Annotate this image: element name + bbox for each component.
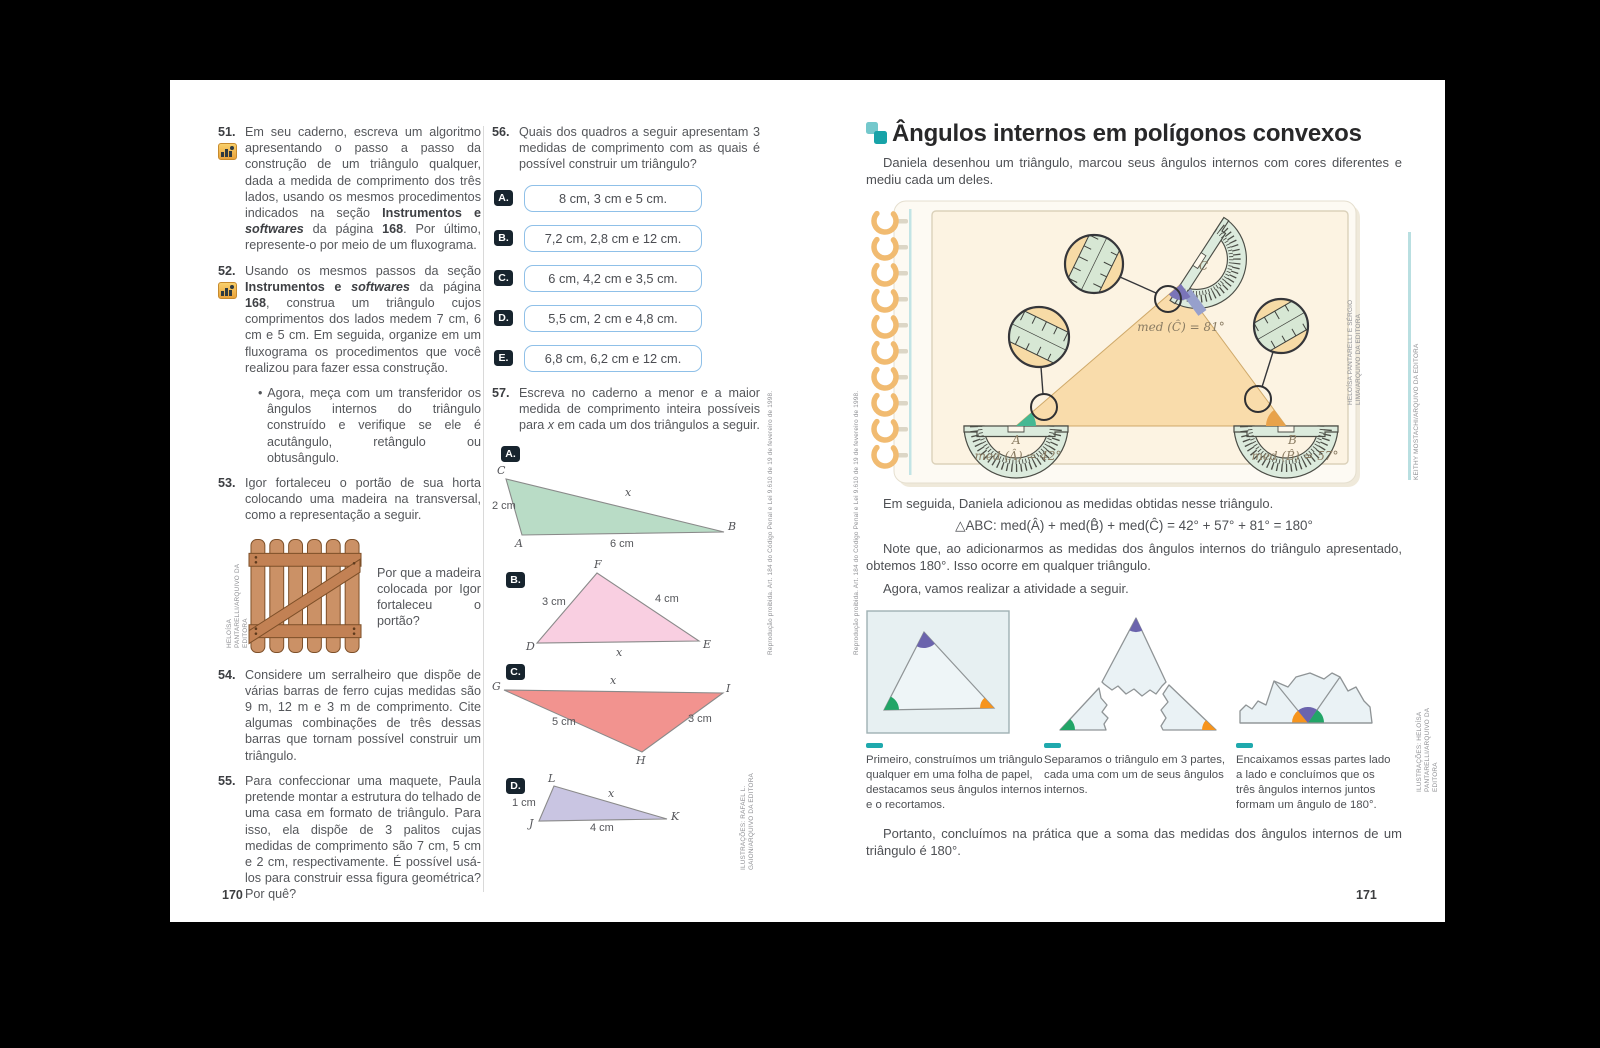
side-label: 4 cm [590,822,614,835]
exercise-54-text: Considere um serralheiro que dispõe de várias barras de ferro cujas medidas são 9 m, 12 m e 3 m de comprimento. Cite algumas combinações de três dessas barras que tornam possível construir um triângulo. [245,667,481,763]
option-row [494,305,760,332]
exercise-51-number: 51. [218,125,236,139]
exercise-55-text: Para confeccionar uma maquete, Paula pretende montar a estrutura do telhado de uma casa em formato de triângulo. Para isso, ela dispõe de 3 palitos cujas medidas de comprimento são 7 cm, 5 cm e 2 cm, respectivamente. É possível usá-los para construir essa figura geométrica? Por quê? [245,773,481,902]
vertex-label: F [594,558,602,572]
side-x-label: x [608,787,615,801]
copyright-right: Reprodução proibida. Art. 184 do Código Penal e Lei 9.610 de 19 de fevereiro de 1998. [853,390,860,655]
exercise-51-text: Em seu caderno, escreva um algoritmo apresentando o passo a passo da construção de um triângulo qualquer, dada a medida de comprimento dos três lados, usando os mesmos procedimentos indicados na seção Instrumentos e softwares da página 168. Por último, represente-o por meio de um fluxograma. [245,125,481,253]
paragraph-4: Agora, vamos realizar a atividade a seguir. [883,581,1129,597]
figures-credit: ILUSTRAÇÕES: HELOÍSA PANTARELLI/ARQUIVO DA EDITORA [1416,708,1439,792]
option-letter-badge: A. [494,190,513,206]
option-value-box: 5,5 cm, 2 cm e 4,8 cm. [524,305,702,332]
side-label: 5 cm [552,716,576,729]
vertex-b-label: B [1288,433,1297,448]
exercise-53-number: 53. [218,476,236,491]
book-spread [170,80,1445,922]
left-column [218,124,481,912]
caption-1: Primeiro, construímos um triângulo qualquer em uma folha de papel, destacamos seus ângulos internos e o recortamos. [866,754,1043,811]
wooden-gate-illustration [248,533,363,657]
intro-paragraph: Daniela desenhou um triângulo, marcou seus ângulos internos com cores diferentes e mediu cada um deles. [866,155,1402,188]
activity-step-2 [1044,607,1236,813]
option-letter-badge: E. [494,350,513,366]
page-number-left: 170 [222,888,243,902]
exercise-56-number: 56. [492,125,510,139]
algorithm-icon [218,143,237,160]
exercise-53-question: Por que a madeira colocada por Igor fortaleceu o portão? [377,565,481,629]
angle-a-measure: med (Â) = 42° [974,449,1062,464]
caption-dash [866,743,883,748]
exercise-53-text: Igor fortaleceu o portão de sua horta colocando uma madeira na transversal, como a representação a seguir. [245,476,481,523]
option-row [494,345,760,372]
column-divider [483,126,484,892]
torn-triangle-figure [1044,610,1229,735]
vertex-c-label: C [1199,259,1209,274]
notebook-credit-a: HELOÍSA PANTARELLI E SÉRGIO LIMA/ARQUIVO DA EDITORA [1347,299,1362,405]
notebook-svg [868,197,1373,489]
right-page [866,120,1402,859]
middle-column [492,124,760,844]
exercise-57 [492,385,760,434]
vertex-label: H [636,754,646,768]
notebook-credit-b: KEITHY MOSTACHI/ARQUIVO DA EDITORA [1413,343,1420,480]
side-x-label: x [610,674,617,688]
side-label: 6 cm [610,538,634,551]
vertex-label: A [515,537,523,551]
option-value-box: 8 cm, 3 cm e 5 cm. [524,185,702,212]
whole-triangle-figure [866,610,1011,735]
side-label: 3 cm [542,596,566,609]
caption-2: Separamos o triângulo em 3 partes, cada uma com um de seus ângulos internos. [1044,754,1226,797]
vertex-label: G [492,680,501,694]
side-label: 2 cm [492,500,516,513]
algorithm-icon [218,282,237,299]
option-row [494,225,760,252]
activity-step-3 [1236,607,1396,813]
exercise-52-bullet: • Agora, meça com um transferidor os ângulos internos do triângulo construído e verifique se ele é acutângulo, retângulo ou obtusângulo. [258,386,481,465]
triangle-figure-d [492,772,747,844]
exercise-54-number: 54. [218,667,236,682]
margin-teal-line [1408,232,1411,480]
option-row [494,265,760,292]
section-title: Ângulos internos em polígonos convexos [892,120,1362,147]
caption-dash [1044,743,1061,748]
triangle-figure-c [492,662,747,772]
side-x-label: x [625,486,632,500]
vertex-label: J [529,817,534,831]
exercise-56-text: Quais dos quadros a seguir apresentam 3 medidas de comprimento com as quais é possível construir um triângulo? [519,125,760,172]
gate-figure-row [248,533,481,657]
option-letter-badge: D. [494,310,513,326]
exercise-51 [218,124,481,254]
side-label: 1 cm [512,797,536,810]
paragraph-2: Em seguida, Daniela adicionou as medidas obtidas nesse triângulo. [883,496,1274,512]
exercise-52-text: Usando os mesmos passos da seção Instrumentos e softwares da página 168, construa um triângulo cujos comprimentos dos lados medem 7 cm, 6 cm e 5 cm. Em seguida, organize em um fluxograma os procedimentos que você realizou para fazer essa construção. [245,263,481,375]
activity-step-1 [866,607,1044,813]
angle-sum-equation: △ABC: med(Â) + med(B̂) + med(Ĉ) = 42° + 57° + 81° = 180° [955,517,1313,533]
caption-dash [1236,743,1253,748]
section-squares-icon [866,122,892,148]
option-letter-badge: B. [494,230,513,246]
activity-figures-row [866,607,1402,813]
notebook-illustration [868,197,1373,489]
angle-b-measure: med (B̂) = 57° [1251,449,1339,464]
vertex-label: I [726,682,731,696]
copyright-left: Reprodução proibida. Art. 184 do Código Penal e Lei 9.610 de 19 de fevereiro de 1998. [767,390,774,655]
vertex-label: C [497,464,506,478]
exercise-57-text: Escreva no caderno a menor e a maior medida de comprimento inteira possíveis para x em cada um dos triângulos a seguir. [519,385,760,433]
vertex-label: B [728,520,737,534]
conclusion-paragraph: Portanto, concluímos na prática que a soma das medidas dos ângulos internos de um triângulo é 180°. [866,825,1402,859]
paragraph-3: Note que, ao adicionarmos as medidas dos ângulos internos do triângulo apresentado, obtemos 180°. Isso ocorre em qualquer triângulo. [866,540,1402,573]
figure-letter-badge: C. [506,664,525,680]
triangle-figure-a [492,442,747,558]
angle-c-measure: med (Ĉ) = 81° [1137,320,1225,335]
section-heading [866,120,1402,148]
vertex-label: L [548,772,556,786]
exercise-55 [218,773,481,903]
exercise-54 [218,667,481,764]
option-value-box: 6 cm, 4,2 cm e 3,5 cm. [524,265,702,292]
option-row [494,185,760,212]
exercise-52-number: 52. [218,263,236,278]
triangle-figure-b [492,558,747,662]
figure-letter-badge: A. [501,446,520,462]
exercise-55-number: 55. [218,773,236,788]
option-value-box: 6,8 cm, 6,2 cm e 12 cm. [524,345,702,372]
exercise-52 [218,263,481,376]
exercise-57-number: 57. [492,385,510,400]
figure-letter-badge: D. [506,778,525,794]
vertex-label: K [671,810,680,824]
exercise-56 [492,124,760,173]
vertex-a-label: A [1012,433,1021,448]
assembled-angles-figure [1236,661,1386,735]
exercise-53 [218,475,481,524]
side-label: 4 cm [655,593,679,606]
page-number-right: 171 [1356,888,1377,902]
side-x-label: x [616,646,623,660]
caption-3: Encaixamos essas partes lado a lado e concluímos que os três ângulos internos juntos formam um ângulo de 180°. [1236,754,1391,811]
triangles-credit: ILUSTRAÇÕES: RAFAEL L. GAION/ARQUIVO DA EDITORA [740,772,755,870]
figure-letter-badge: B. [506,572,525,588]
side-label: 3 cm [688,713,712,726]
vertex-label: D [526,640,535,654]
exercise-56-options [492,185,760,372]
option-letter-badge: C. [494,270,513,286]
vertex-label: E [703,638,712,652]
option-value-box: 7,2 cm, 2,8 cm e 12 cm. [524,225,702,252]
gate-credit: HELOÍSA PANTARELLI/ARQUIVO DA EDITORA [226,564,249,648]
